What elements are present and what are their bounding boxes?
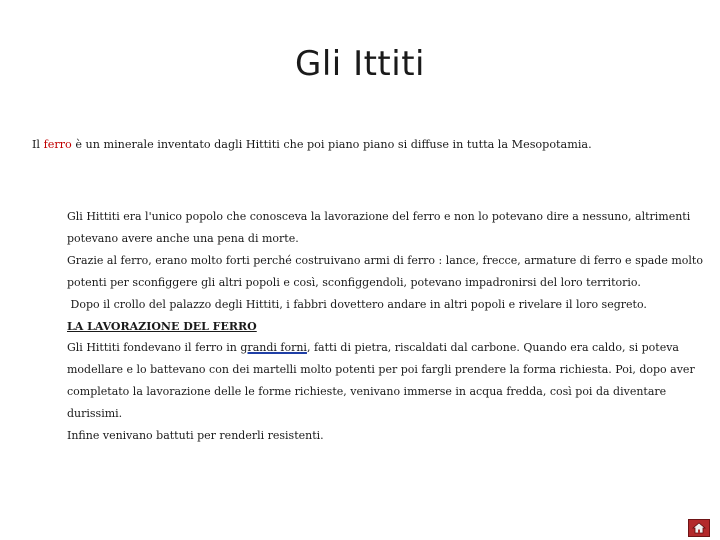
body-line: Infine venivano battuti per renderli resistenti.: [67, 429, 324, 443]
home-icon: [692, 522, 706, 534]
intro-prefix: Il: [32, 138, 44, 151]
body-line: [67, 337, 687, 359]
home-button[interactable]: [688, 519, 710, 537]
slide-title: Gli Ittiti: [295, 44, 425, 84]
grandi-forni-link[interactable]: grandi forni: [240, 341, 307, 355]
body-line-part: , fatti di pietra, riscaldati dal carbone. Quando era caldo, si poteva: [306, 341, 679, 355]
intro-rest: è un minerale inventato dagli Hittiti che poi piano piano si diffuse in tutta la Mesopotamia.: [71, 138, 592, 151]
body-line: Grazie al ferro, erano molto forti perché costruivano armi di ferro : lance, frecce, armature di ferro e spade molto: [67, 253, 703, 267]
body-line: completato la lavorazione delle le forme richieste, venivano immerse in acqua fredda, così poi da diventare: [67, 385, 667, 399]
intro-highlight-word: ferro: [43, 138, 72, 151]
body-line: potenti per sconfiggere gli altri popoli e così, sconfiggendoli, potevano impadronirsi del loro territorio.: [67, 275, 641, 289]
body-line: durissimi.: [67, 407, 123, 421]
section-heading: LA LAVORAZIONE DEL FERRO: [67, 319, 257, 333]
body-line: Dopo il crollo del palazzo degli Hittiti, i fabbri dovettero andare in altri popoli e rivelare il loro segreto.: [67, 297, 647, 311]
intro-paragraph: [32, 138, 692, 151]
body-line: Gli Hittiti era l'unico popolo che conosceva la lavorazione del ferro e non lo potevano dire a nessuno, altrimenti: [67, 210, 691, 223]
body-line-part: Gli Hittiti fondevano il ferro in: [67, 341, 241, 355]
body-text: [67, 206, 703, 447]
body-line: modellare e lo battevano con dei martelli molto potenti per poi fargli prendere la forma richiesta. Poi, dopo aver: [67, 363, 695, 377]
body-line: potevano avere anche una pena di morte.: [67, 231, 299, 245]
